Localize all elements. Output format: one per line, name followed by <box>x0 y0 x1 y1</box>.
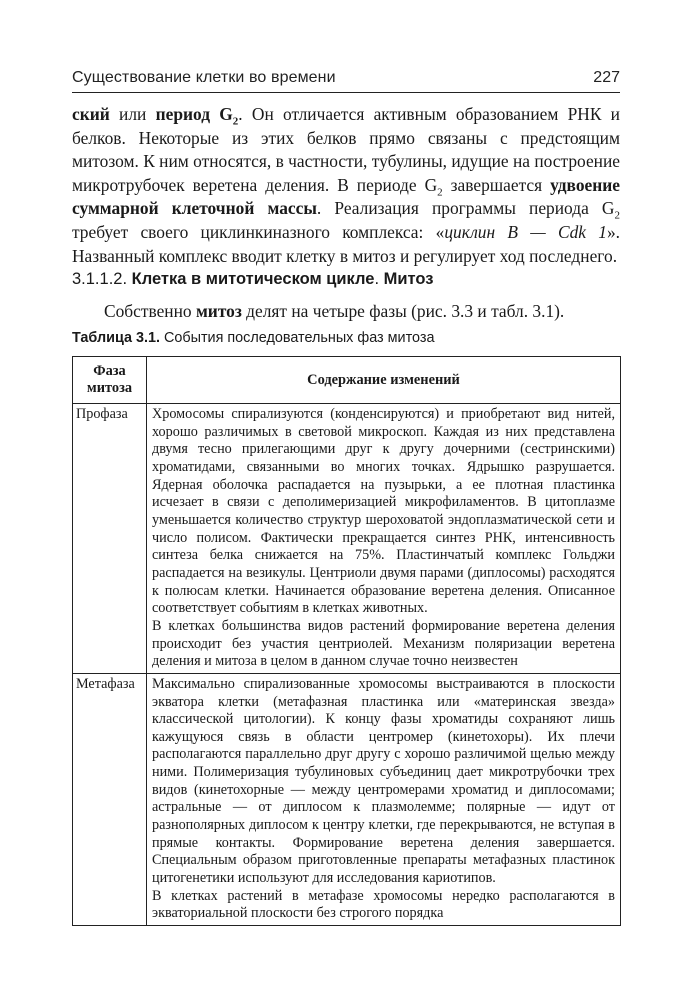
table-row-prophase <box>73 404 621 674</box>
description-paragraph: Максимально спирализованные хромосомы выстраиваются в плоскости экватора клетки (метафазная пластинка или «материнская звезда» классической цитологии). К концу фазы хроматиды сохраняют лишь кажущуюся связь в области центромер (кинетохоры). Их плечи располагаются параллельно друг другу с хорошо различимой щелью между ними. Полимеризация тубулиновых субъединиц дает микротрубочки трех видов (кинетохорные — между центромерами хроматид и диплосомами; астральные — от диплосом к плазмолемме; полярные — идут от разнополярных диплосом к центру клетки, где перекрываются, не вступая в прямые контакты. Формирование веретена деления завершается. Специальным образом приготовленные препараты метафазных пластинок цитогенетики используют для исследования кариотипов. <box>152 675 615 887</box>
page-number: 227 <box>593 69 620 86</box>
running-title: Существование клетки во времени <box>72 69 336 86</box>
table-caption <box>72 330 434 346</box>
bold-term <box>155 104 239 128</box>
text-run: или <box>109 104 156 124</box>
description-paragraph: В клетках большинства видов растений формирование веретена деления происходит без участия центриолей. Механизм поляризации веретена деления и митоза в целом в данном случае точно неизвестен <box>152 617 615 670</box>
subscript: 2 <box>614 209 620 222</box>
text-run: завершается <box>442 174 551 195</box>
section-title-dot: . <box>374 270 380 288</box>
phase-description <box>147 404 621 674</box>
bold-term: митоз <box>195 301 242 321</box>
column-header-phase: Фаза митоза <box>73 357 147 404</box>
phase-description <box>147 673 621 925</box>
mitosis-phases-table <box>72 356 621 926</box>
running-header <box>72 66 620 93</box>
section-heading <box>72 270 433 289</box>
text-run: ». Названный комплекс вводит клетку в митоз и регулирует ход последнего. <box>72 221 621 266</box>
body-paragraph <box>72 103 620 268</box>
table-header-row <box>73 357 621 404</box>
subscript: 2 <box>437 186 443 199</box>
text-run: требует своего циклинкиназного комплекса: « <box>72 221 445 242</box>
text-run: делят на четыре фазы (рис. 3.3 и табл. 3.1). <box>241 301 565 321</box>
italic-term: циклин В — Cdk 1 <box>444 221 607 242</box>
section-title-part: Митоз <box>379 270 434 288</box>
section-number: 3.1.1.2. <box>72 270 128 288</box>
text-run: . Реализация программы периода G <box>316 198 615 219</box>
bold-term: ский <box>72 104 110 124</box>
subscript: 2 <box>232 115 239 128</box>
phase-name: Профаза <box>73 404 147 674</box>
section-title-part: Клетка в митотическом цикле <box>127 270 375 288</box>
text-run: Собственно <box>104 301 196 321</box>
table-label: Таблица 3.1. <box>72 330 160 346</box>
text-run: . Он отличается активным образованием РНК и белков. Некоторые из этих белков прямо связаны с предстоящим митозом. К ним относятся, в частности, тубулины, идущие на построение микротрубочек веретена деления. В периоде G <box>72 104 620 195</box>
table-row-metaphase <box>73 673 621 925</box>
description-paragraph: В клетках растений в метафазе хромосомы нередко располагаются в экваториальной плоскости без строгого порядка <box>152 887 615 922</box>
phase-name: Метафаза <box>73 673 147 925</box>
table-caption-text: События последовательных фаз митоза <box>159 330 435 346</box>
intro-sentence <box>104 300 624 323</box>
text-run: период G <box>155 104 233 124</box>
bold-term: удвоение суммарной клеточной массы <box>72 174 620 219</box>
column-header-changes: Содержание изменений <box>147 357 621 404</box>
description-paragraph: Хромосомы спирализуются (конденсируются) и приобретают вид нитей, хорошо различимых в световой микроскоп. Каждая из них представлена двумя тесно прилегающими друг к другу дочерними (сестринскими) хроматидами, связанными во многих точках. Ядрышко разрушается. Ядерная оболочка распадается на пузырьки, а ее плотная пластинка исчезает в связи с деполимеризацией микрофиламентов. В цитоплазме уменьшается количество структур шероховатой эндоплазматической сети и число полисом. Фактически прекращается синтез РНК, интенсивность синтеза белка снижается на 75%. Пластинчатый комплекс Гольджи распадается на везикулы. Центриоли двумя парами (диплосомы) расходятся к полюсам клетки. Начинается образование веретена деления. Описанное соответствует событиям в клетках животных. <box>152 406 615 617</box>
